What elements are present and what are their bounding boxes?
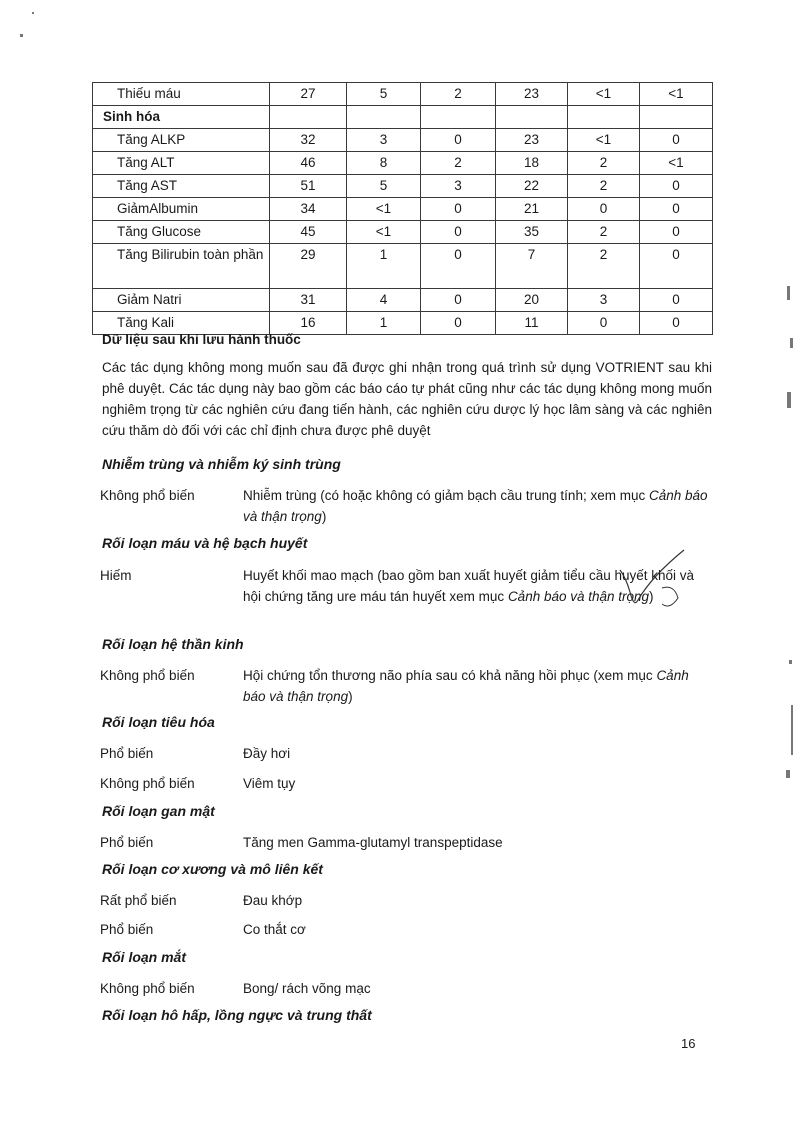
table-cell: <1	[640, 83, 713, 106]
table-row	[93, 198, 713, 221]
table-cell: <1	[640, 152, 713, 175]
row-label: Sinh hóa	[93, 106, 270, 129]
table-cell	[421, 106, 496, 129]
table-cell	[496, 106, 568, 129]
table-cell: 45	[270, 221, 347, 244]
table-cell: 20	[496, 289, 568, 312]
cross-reference: Cảnh báo và thận trọng	[507, 589, 650, 604]
adverse-event-table	[92, 82, 713, 335]
table-cell: 2	[568, 175, 640, 198]
row-label: Tăng Bilirubin toàn phần	[93, 244, 270, 289]
table-cell: 0	[421, 221, 496, 244]
table-cell: 0	[568, 312, 640, 335]
table-cell: <1	[347, 198, 421, 221]
entry-description: Co thắt cơ	[243, 922, 306, 937]
table-cell: 0	[640, 312, 713, 335]
entry-description: Bong/ rách võng mạc	[243, 981, 371, 996]
section-title-eye: Rối loạn mắt	[102, 949, 187, 965]
table-cell: 0	[640, 244, 713, 289]
table-cell: 34	[270, 198, 347, 221]
table-cell: 32	[270, 129, 347, 152]
table-cell	[347, 106, 421, 129]
table-section-row	[93, 106, 713, 129]
table-cell: 2	[568, 221, 640, 244]
table-row	[93, 152, 713, 175]
table-cell: 16	[270, 312, 347, 335]
table-cell: 0	[421, 244, 496, 289]
table-cell: 2	[421, 152, 496, 175]
table-cell: 51	[270, 175, 347, 198]
frequency-label: Phổ biến	[100, 922, 154, 937]
table-cell: 35	[496, 221, 568, 244]
page-number: 16	[681, 1036, 696, 1051]
row-label: Tăng AST	[93, 175, 270, 198]
entry-description: Viêm tụy	[243, 776, 296, 791]
section-title-nervous: Rối loạn hệ thần kinh	[102, 636, 244, 652]
frequency-label: Rất phổ biến	[100, 893, 177, 908]
table-cell	[568, 106, 640, 129]
table-cell: 18	[496, 152, 568, 175]
row-label: Tăng ALT	[93, 152, 270, 175]
row-label: Tăng Kali	[93, 312, 270, 335]
table-cell: 3	[568, 289, 640, 312]
entry-description: Huyết khối mao mạch (bao gồm ban xuất huyết giảm tiểu cầu huyết khối và hội chứng tăng ure máu tán huyết xem mục Cảnh báo và thận trọng)	[243, 568, 695, 604]
frequency-label: Phổ biến	[100, 746, 154, 761]
frequency-label: Hiếm	[100, 568, 132, 583]
row-label: GiảmAlbumin	[93, 198, 270, 221]
entry-description: Nhiễm trùng (có hoặc không có giảm bạch cầu trung tính; xem mục Cảnh báo và thận trọng)	[243, 488, 708, 524]
row-label: Tăng ALKP	[93, 129, 270, 152]
scan-speck	[20, 34, 23, 37]
section-title-musculo: Rối loạn cơ xương và mô liên kết	[102, 861, 323, 877]
table-cell: 0	[640, 198, 713, 221]
entry-description: Tăng men Gamma-glutamyl transpeptidase	[243, 835, 503, 850]
table-cell: 1	[347, 312, 421, 335]
table-cell: 0	[568, 198, 640, 221]
entry-description: Hội chứng tổn thương não phía sau có khả năng hồi phục (xem mục Cảnh báo và thận trọng)	[243, 668, 689, 704]
scan-speck	[32, 12, 34, 14]
table-cell	[270, 106, 347, 129]
table-cell: 1	[347, 244, 421, 289]
table-cell	[640, 106, 713, 129]
table-cell: 4	[347, 289, 421, 312]
entry-description: Đầy hơi	[243, 746, 291, 761]
table-cell: 29	[270, 244, 347, 289]
table-cell: 21	[496, 198, 568, 221]
table-row	[93, 221, 713, 244]
table-cell: <1	[568, 83, 640, 106]
entry-description: Đau khớp	[243, 893, 303, 908]
table-cell: 0	[421, 198, 496, 221]
table-cell: 23	[496, 129, 568, 152]
table-cell: 2	[568, 244, 640, 289]
table-cell: 0	[640, 289, 713, 312]
row-label: Giảm Natri	[93, 289, 270, 312]
row-label: Tăng Glucose	[93, 221, 270, 244]
table-cell: 7	[496, 244, 568, 289]
cross-reference: Cảnh báo và thận trọng	[243, 668, 689, 704]
section-title-infection: Nhiễm trùng và nhiễm ký sinh trùng	[102, 456, 341, 472]
frequency-label: Không phổ biến	[100, 981, 195, 996]
table-cell: 0	[640, 221, 713, 244]
frequency-label: Không phổ biến	[100, 488, 195, 503]
section-title-gi: Rối loạn tiêu hóa	[102, 714, 215, 730]
cross-reference: Cảnh báo và thận trọng	[243, 488, 708, 524]
table-cell: 3	[421, 175, 496, 198]
table-cell: 0	[421, 312, 496, 335]
table-cell: 0	[421, 129, 496, 152]
table-cell: 2	[421, 83, 496, 106]
frequency-label: Không phổ biến	[100, 668, 195, 683]
section-title-blood: Rối loạn máu và hệ bạch huyết	[102, 535, 308, 551]
section-title-hepato: Rối loạn gan mật	[102, 803, 215, 819]
table-cell: 0	[640, 175, 713, 198]
table-cell: 31	[270, 289, 347, 312]
table-cell: 5	[347, 83, 421, 106]
table-cell: 46	[270, 152, 347, 175]
table-cell: 8	[347, 152, 421, 175]
scan-speck	[790, 338, 793, 348]
table-cell: 23	[496, 83, 568, 106]
table-cell: 27	[270, 83, 347, 106]
table-cell: 11	[496, 312, 568, 335]
frequency-label: Phổ biến	[100, 835, 154, 850]
table-row	[93, 244, 713, 289]
table-cell: 22	[496, 175, 568, 198]
table-cell: 0	[421, 289, 496, 312]
table-row	[93, 83, 713, 106]
table-row	[93, 289, 713, 312]
section-title-resp: Rối loạn hô hấp, lồng ngực và trung thất	[102, 1007, 372, 1023]
table-row	[93, 129, 713, 152]
handwritten-mark	[612, 548, 692, 618]
table-cell: <1	[347, 221, 421, 244]
postmarketing-heading: Dữ liệu sau khi lưu hành thuốc	[102, 332, 301, 347]
scan-speck	[787, 392, 791, 408]
table-cell: 2	[568, 152, 640, 175]
table-cell: 5	[347, 175, 421, 198]
table-cell: 3	[347, 129, 421, 152]
scan-speck	[786, 770, 790, 778]
row-label: Thiếu máu	[93, 83, 270, 106]
table-cell: 0	[640, 129, 713, 152]
table-row	[93, 175, 713, 198]
scan-speck	[787, 286, 790, 300]
scan-speck	[791, 705, 793, 755]
table-cell: <1	[568, 129, 640, 152]
scan-speck	[789, 660, 792, 664]
postmarketing-intro: Các tác dụng không mong muốn sau đã được ghi nhận trong quá trình sử dụng VOTRIENT sau khi phê duyệt. Các tác dụng này bao gồm các báo cáo tự phát cũng như các tác dụng không mong muốn nghiêm trọng từ các nghiên cứu đang tiến hành, các nghiên cứu dược lý học lâm sàng và các nghiên cứu thăm dò đối với các chỉ định chưa được phê duyệt	[102, 360, 712, 438]
frequency-label: Không phổ biến	[100, 776, 195, 791]
